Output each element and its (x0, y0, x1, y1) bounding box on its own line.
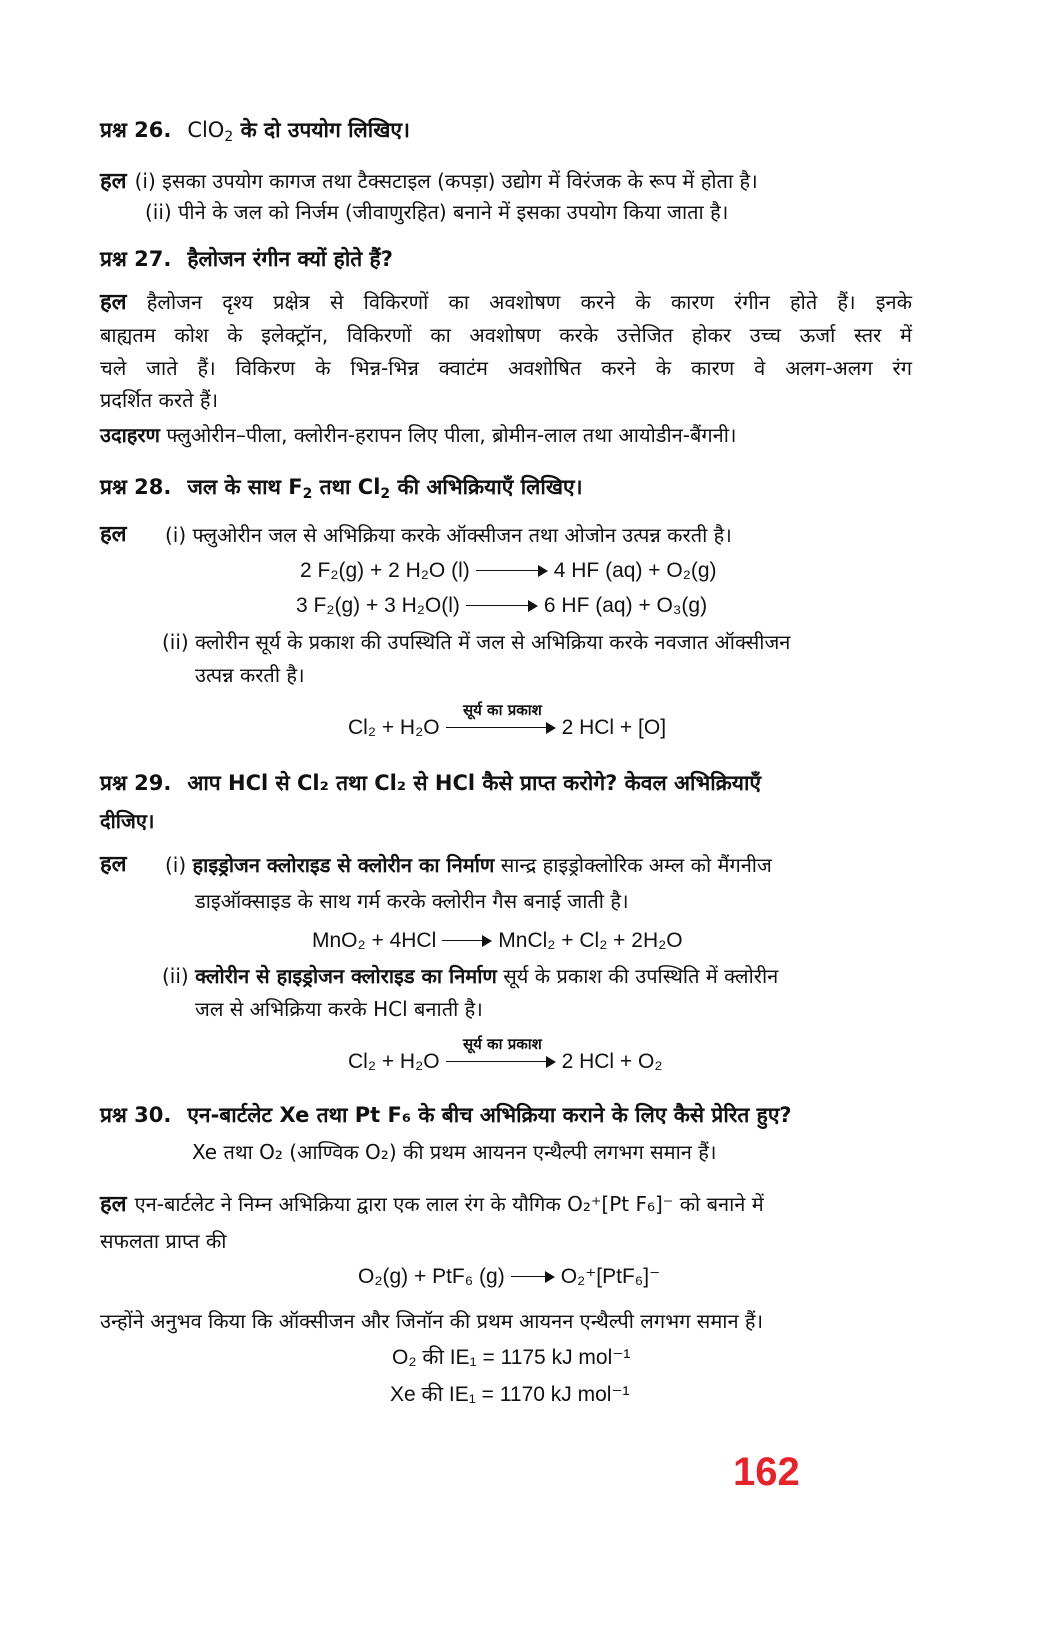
equation-chlorine-preparation: MnO₂ + 4HCl MnCl₂ + Cl₂ + 2H₂O (312, 929, 683, 952)
question-number: प्रश्न 30. (100, 1103, 172, 1127)
reaction-arrow (442, 934, 492, 948)
equation-fluorine-ozone: 3 F₂(g) + 3 H₂O(l) 6 HF (aq) + O₃(g) (296, 594, 708, 617)
answer-27-line-4: प्रदर्शित करते हैं। (100, 388, 219, 412)
question-29-line-2: दीजिए। (100, 809, 155, 833)
reaction-condition: सूर्य का प्रकाश (463, 701, 542, 719)
equation-bartlett: O₂(g) + PtF₆ (g) O₂⁺[PtF₆]⁻ (358, 1265, 661, 1288)
reaction-arrow (476, 564, 548, 578)
page-number: 162 (733, 1450, 800, 1494)
question-29: प्रश्न 29. आप HCl से Cl₂ तथा Cl₂ से HCl कैसे प्राप्त करोगे? केवल अभिक्रियाएँ (100, 771, 762, 795)
answer-28-line-1: (i) फ्लुओरीन जल से अभिक्रिया करके ऑक्सीजन तथा ओजोन उत्पन्न करती है। (165, 523, 732, 547)
answer-29-line-4: जल से अभिक्रिया करके HCl बनाती है। (195, 997, 483, 1021)
hal-label: हल (100, 290, 127, 315)
question-number: प्रश्न 26. (100, 118, 172, 142)
answer-27-line-1: हल हैलोजन दृश्य प्रक्षेत्र से विकिरणों का अवशोषण करने के कारण रंगीन होते हैं। इनके (100, 290, 912, 315)
hal-label: हल (100, 169, 127, 194)
question-number: प्रश्न 27. (100, 247, 172, 271)
equation-chlorine-water: Cl₂ + H₂O 2 HCl + [O] (348, 716, 667, 739)
answer-29-line-1: (i) हाइड्रोजन क्लोराइड से क्लोरीन का निर्माण सान्द्र हाइड्रोक्लोरिक अम्ल को मैंगनीज (165, 853, 772, 877)
hal-label: हल (100, 1192, 127, 1217)
answer-27-line-2: बाह्यतम कोश के इलेक्ट्रॉन, विकिरणों का अवशोषण करके उत्तेजित होकर उच्च ऊर्जा स्तर में (100, 323, 912, 347)
reaction-arrow (466, 599, 538, 613)
reaction-condition: सूर्य का प्रकाश (463, 1035, 542, 1053)
question-28: प्रश्न 28. जल के साथ $F_2$ तथा $Cl_2$ की अभिक्रियाएँ लिखिए। (100, 475, 583, 502)
question-30-line-2: Xe तथा O₂ (आण्विक O₂) की प्रथम आयनन एन्थैल्पी लगभग समान हैं। (192, 1140, 717, 1164)
equation-hcl-preparation: Cl₂ + H₂O 2 HCl + O₂ (348, 1050, 663, 1073)
reaction-arrow (511, 1270, 555, 1284)
reaction-arrow (446, 721, 556, 735)
answer-26-line-2: (ii) पीने के जल को निर्जम (जीवाणुरहित) बनाने में इसका उपयोग किया जाता है। (145, 200, 729, 224)
hal-label: हल (100, 852, 127, 877)
ionization-enthalpy-xenon: Xe की IE₁ = 1170 kJ mol⁻¹ (390, 1383, 630, 1406)
ionization-enthalpy-oxygen: O₂ की IE₁ = 1175 kJ mol⁻¹ (392, 1346, 631, 1369)
answer-30-line-2: सफलता प्राप्त की (100, 1229, 227, 1253)
answer-26-line-1: हल (i) इसका उपयोग कागज तथा टैक्सटाइल (कपड़ा) उद्योग में विरंजक के रूप में होता है। (100, 169, 758, 194)
answer-28-line-3: उत्पन्न करती है। (195, 663, 305, 687)
question-30: प्रश्न 30. एन-बार्टलेट Xe तथा Pt F₆ के बीच अभिक्रिया कराने के लिए कैसे प्रेरित हुए? (100, 1103, 792, 1127)
answer-30-line-1: हल एन-बार्टलेट ने निम्न अभिक्रिया द्वारा एक लाल रंग के यौगिक O₂⁺[Pt F₆]⁻ को बनाने में (100, 1192, 764, 1217)
reaction-arrow (446, 1055, 556, 1069)
answer-27-example: उदाहरण फ्लुओरीन–पीला, क्लोरीन-हरापन लिए पीला, ब्रोमीन-लाल तथा आयोडीन-बैंगनी। (100, 423, 737, 447)
answer-30-line-3: उन्होंने अनुभव किया कि ऑक्सीजन और जिनॉन की प्रथम आयनन एन्थैल्पी लगभग समान हैं। (100, 1309, 764, 1333)
question-27: प्रश्न 27. हैलोजन रंगीन क्यों होते हैं? (100, 247, 393, 271)
answer-28-line-2: (ii) क्लोरीन सूर्य के प्रकाश की उपस्थिति में जल से अभिक्रिया करके नवजात ऑक्सीजन (162, 630, 791, 654)
example-label: उदाहरण (100, 423, 161, 447)
answer-29-line-2: डाइऑक्साइड के साथ गर्म करके क्लोरीन गैस बनाई जाती है। (195, 889, 629, 913)
question-number: प्रश्न 28. (100, 475, 172, 499)
question-26: प्रश्न 26. ClO$_2$ के दो उपयोग लिखिए। (100, 118, 410, 145)
answer-29-line-3: (ii) क्लोरीन से हाइड्रोजन क्लोराइड का निर्माण सूर्य के प्रकाश की उपस्थिति में क्लोरीन (162, 964, 779, 988)
answer-27-line-3: चले जाते हैं। विकिरण के भिन्न-भिन्न क्वाटंम अवशोषित करने के कारण वे अलग-अलग रंग (100, 356, 912, 380)
question-number: प्रश्न 29. (100, 771, 172, 795)
hal-label: हल (100, 522, 127, 547)
equation-fluorine-water: 2 F₂(g) + 2 H₂O (l) 4 HF (aq) + O₂(g) (300, 559, 717, 582)
